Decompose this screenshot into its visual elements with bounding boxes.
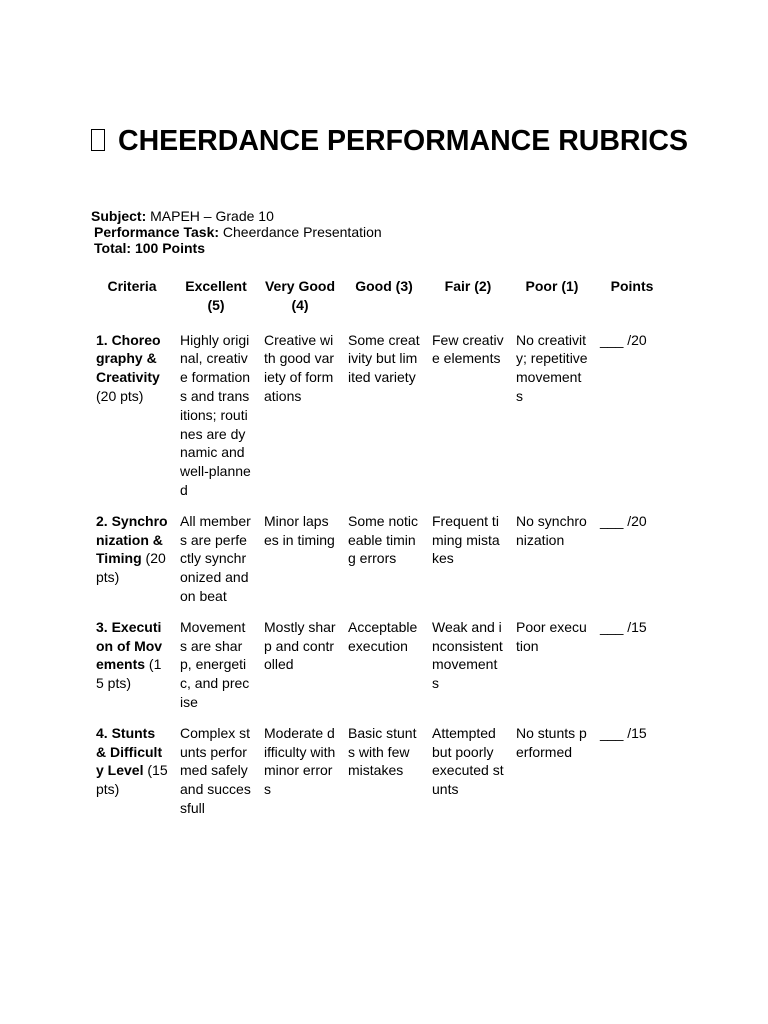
very-good-cell: Moderate difficulty with minor errors <box>264 724 336 798</box>
fair-cell: Attempted but poorly executed stunts <box>432 724 504 798</box>
excellent-cell: Movements are sharp, energetic, and precise <box>180 618 250 710</box>
task-label: Performance Task: <box>94 224 220 240</box>
poor-cell: Poor execution <box>516 618 587 654</box>
table-row <box>90 724 670 830</box>
table-row <box>90 618 670 724</box>
excellent-cell: Complex stunts performed safely and successfull <box>180 724 251 816</box>
table-header-row <box>90 270 670 331</box>
header-excellent: Excellent (5) <box>185 278 247 313</box>
header-fair: Fair (2) <box>444 278 492 294</box>
points-cell: ___ /20 <box>600 331 647 348</box>
criterion-points: (15 pts) <box>96 762 168 798</box>
very-good-cell: Creative with good variety of formations <box>264 331 335 404</box>
fair-cell: Frequent timing mistakes <box>432 512 500 567</box>
criterion-cell <box>90 724 174 830</box>
subject-value: MAPEH – Grade 10 <box>150 208 274 224</box>
points-cell: ___ /15 <box>600 618 647 635</box>
fair-cell: Weak and inconsistent movements <box>432 618 503 692</box>
criterion-points: (15 pts) <box>96 656 162 692</box>
total-points: Total: 100 Points <box>94 240 205 256</box>
header-poor: Poor (1) <box>525 278 579 294</box>
header-very-good: Very Good (4) <box>264 278 336 313</box>
very-good-cell: Mostly sharp and controlled <box>264 618 336 673</box>
excellent-cell: All members are perfectly synchronized and on beat <box>180 512 251 604</box>
rubric-table <box>90 270 670 830</box>
criterion-cell <box>90 618 174 724</box>
good-cell: Some noticeable timing errors <box>348 512 419 567</box>
good-cell: Basic stunts with few mistakes <box>348 724 417 779</box>
criterion-name: 1. Choreography & Creativity <box>96 331 161 386</box>
poor-cell: No synchronization <box>516 512 587 548</box>
poor-cell: No stunts performed <box>516 724 587 760</box>
criterion-cell <box>90 512 174 618</box>
good-cell: Some creativity but limited variety <box>348 331 420 386</box>
points-cell: ___ /20 <box>600 512 647 529</box>
good-cell: Acceptable execution <box>348 618 418 654</box>
very-good-cell: Minor lapses in timing <box>264 512 335 548</box>
table-row <box>90 331 670 512</box>
header-criteria: Criteria <box>107 278 157 294</box>
criterion-name: 2. Synchronization & Timing <box>96 512 168 567</box>
subject-line <box>91 208 382 224</box>
criterion-name: 4. Stunts & Difficulty Level <box>96 724 163 779</box>
header-points: Points <box>610 278 654 294</box>
poor-cell: No creativity; repetitive movements <box>516 331 588 404</box>
title-text: CHEERDANCE PERFORMANCE RUBRICS <box>118 125 689 157</box>
fair-cell: Few creative elements <box>432 331 504 367</box>
criterion-points: (20 pts) <box>96 387 144 404</box>
document-meta <box>91 208 382 256</box>
square-box-icon <box>91 129 105 151</box>
table-row <box>90 512 670 618</box>
subject-label: Subject: <box>91 208 147 224</box>
page-title <box>91 124 711 158</box>
task-line <box>91 224 382 240</box>
criterion-points: (20 pts) <box>96 550 166 586</box>
criterion-cell <box>90 331 174 512</box>
points-cell: ___ /15 <box>600 724 647 741</box>
excellent-cell: Highly original, creative formations and transitions; routines are dynamic and well-planned <box>180 331 251 498</box>
criterion-name: 3. Execution of Movements <box>96 618 163 673</box>
total-line <box>91 240 382 256</box>
header-good: Good (3) <box>355 278 413 294</box>
task-value: Cheerdance Presentation <box>222 224 382 240</box>
